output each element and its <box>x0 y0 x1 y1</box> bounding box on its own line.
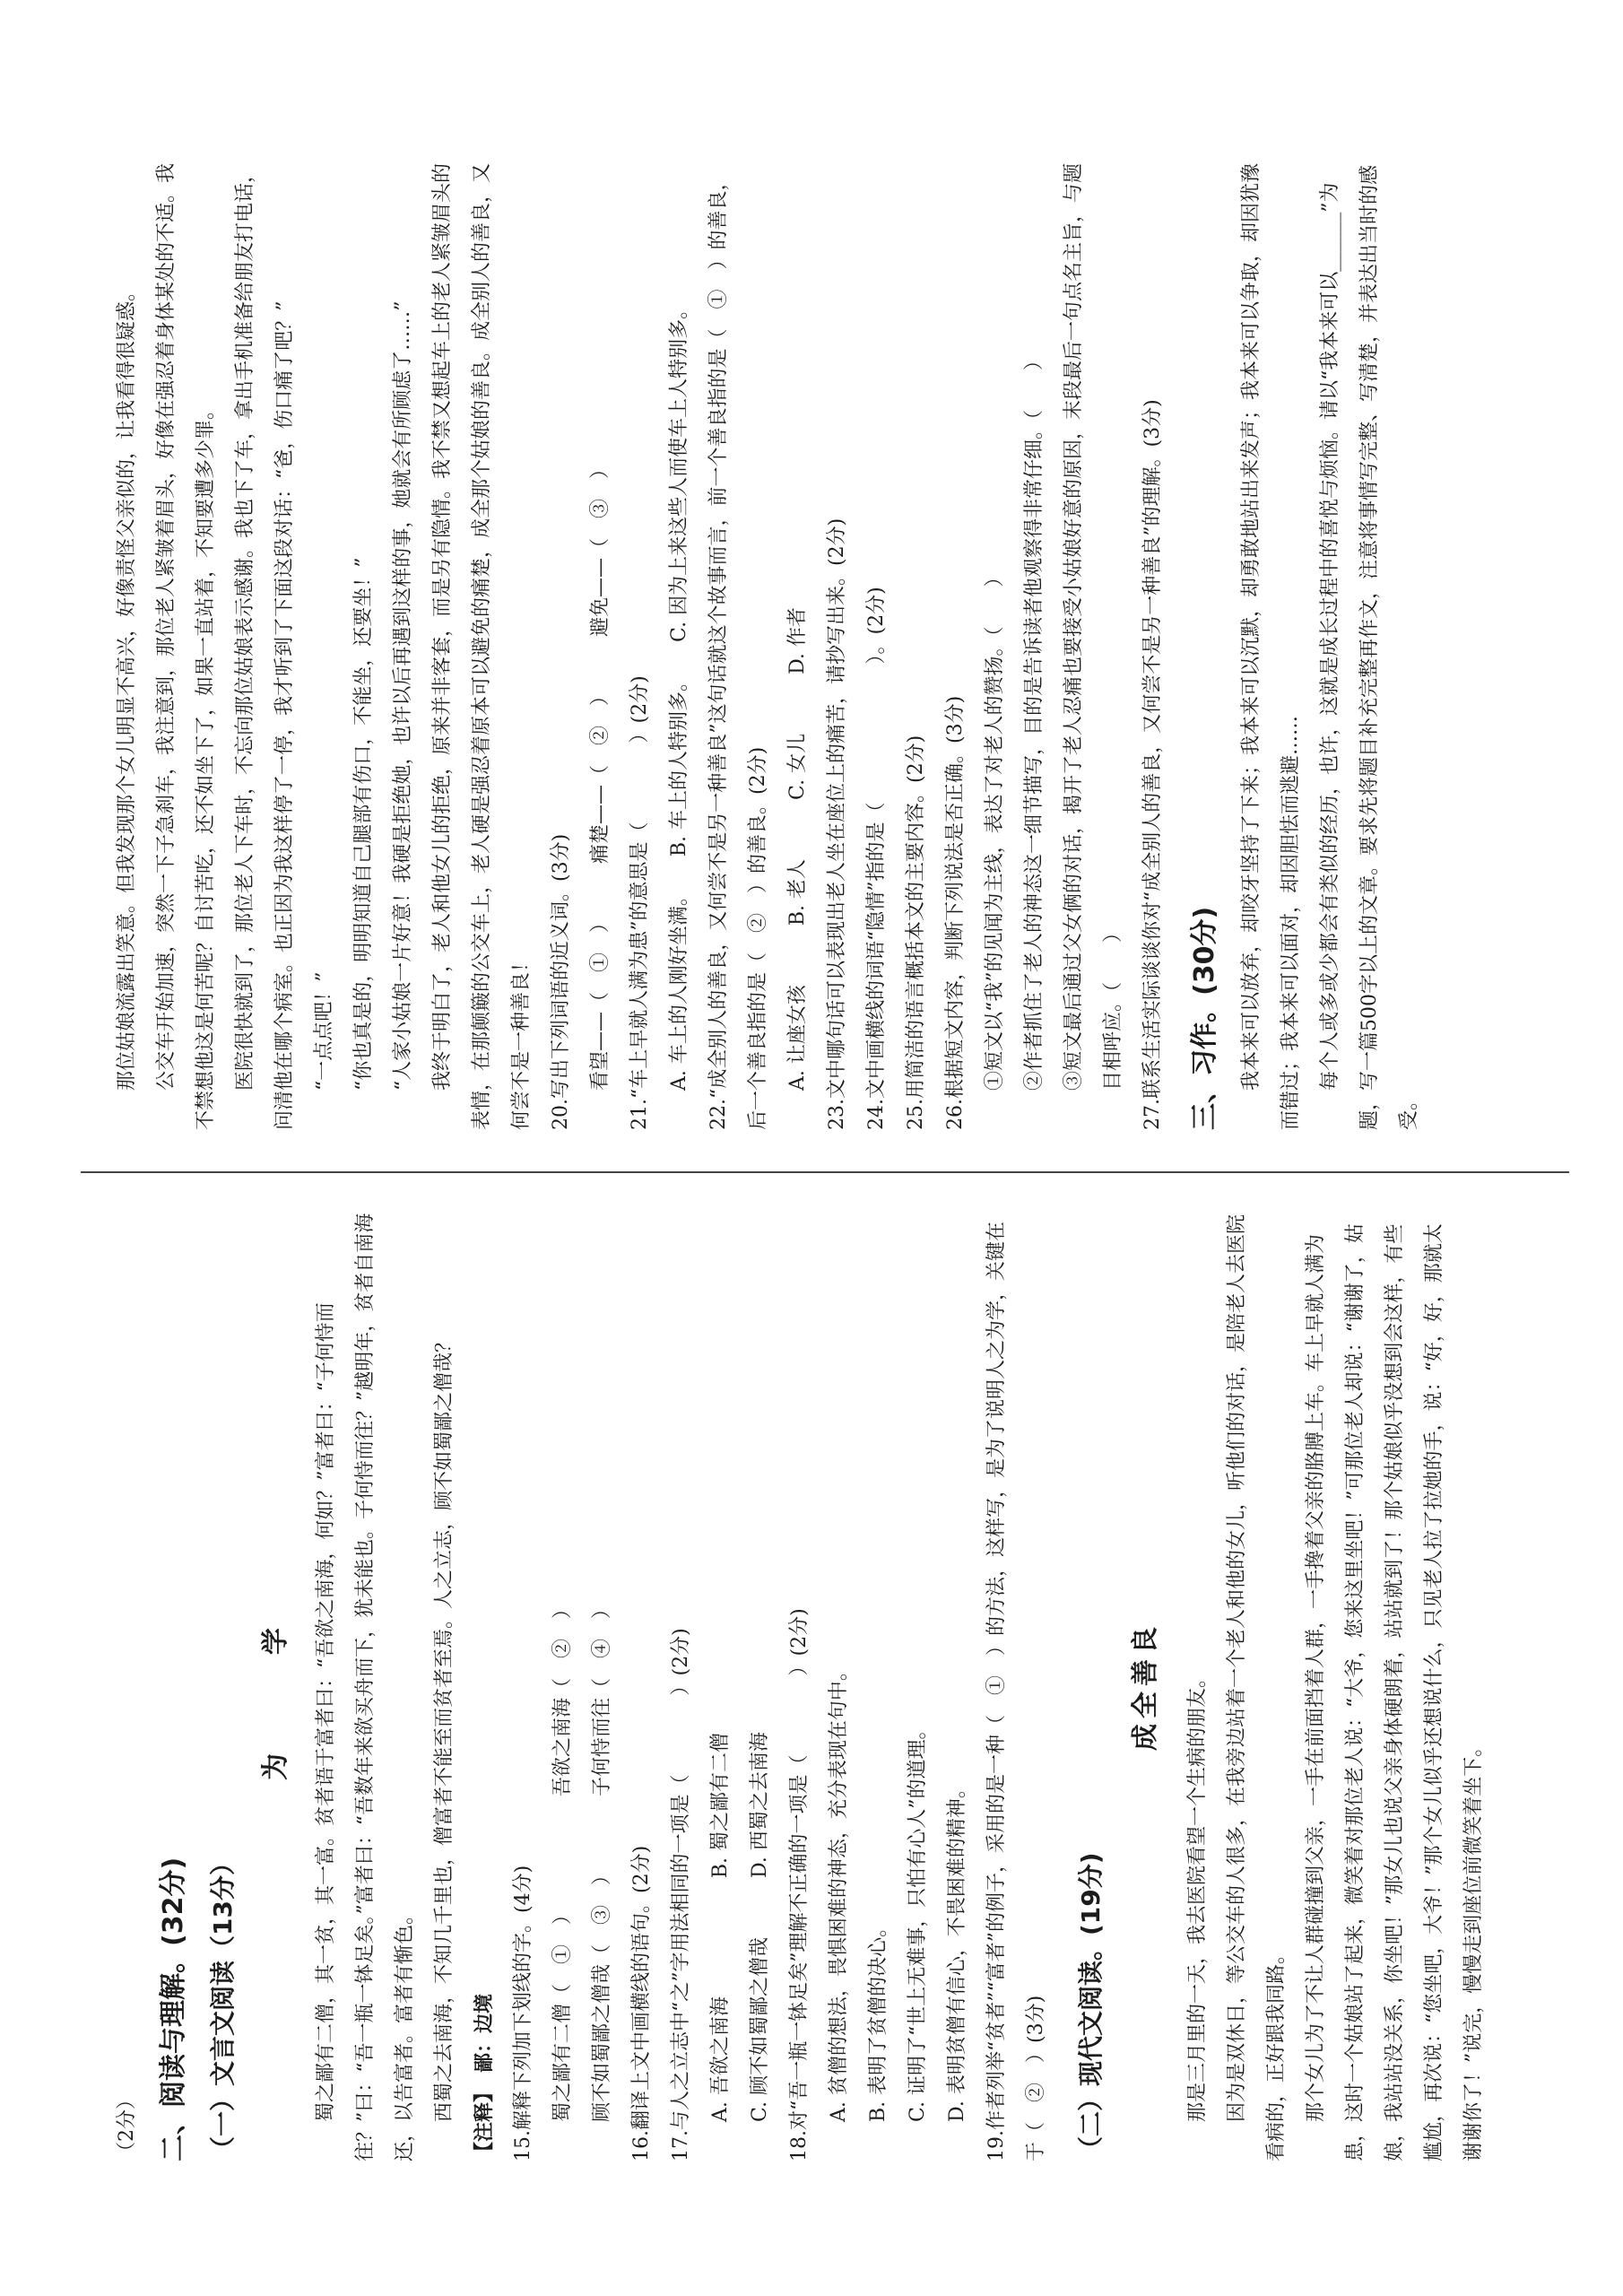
story-dialogue: “人家小姑娘一片好意！我硬是拒绝她，也许以后再遇到这样的事，她就会有所顾虑了……” <box>392 300 414 1091</box>
question-15-item: 顾不如蜀鄙之僧哉（ ③ ） 子何恃而往（ ④ ） <box>591 1598 613 2122</box>
question-18-option: B. 表明了贫僧的决心。 <box>867 1917 890 2122</box>
part2-title: （二）现代文阅读。(19分) <box>1076 1852 1106 2161</box>
section3-title: 三、习作。(30分) <box>1189 906 1220 1130</box>
question-26-item: ③短文最后通过父女俩的对话，揭开了老人忍痛也要接受小姑娘好意的原因，末段最后一句点名主旨，与题目相呼应。（ ） <box>1063 162 1124 1091</box>
essay-prompt: 每个人或多或少都会有类似的经历，也许，这就是成长过程中的喜悦与烦恼。请以“我本来可以______”为题，写一篇500字以上的文章。要求先将题目补充完整再作文，注意将事情写完整、写清楚，并表达出当时的感受。 <box>1319 165 1420 1130</box>
question-22-options: A. 让座女孩 B. 老人 C. 女儿 D. 作者 <box>786 607 809 1091</box>
question-17-options: C. 顾不如蜀鄙之僧哉 D. 西蜀之去南海 <box>749 1732 771 2122</box>
story-dialogue: “一点点吧！” <box>313 971 335 1091</box>
prev-score: （2分） <box>116 2090 138 2161</box>
question-27: 27.联系生活实际谈谈你对“成全别人的善良，又何尝不是另一种善良”的理解。(3分) <box>1141 399 1164 1130</box>
story-dialogue: “你也真是的，明明知道自己腿部有伤口，不能坐，还要坐！” <box>352 557 375 1091</box>
question-26: 26.根据短文内容，判断下列说法是否正确。(3分) <box>944 695 967 1130</box>
left-column <box>108 1211 1542 2161</box>
question-22: 22.“成全别人的善良，又何尝不是另一种善良”这句话就这个故事而言，前一个善良指的是（ ① ）的善良，后一个善良指的是（ ② ）的善良。(2分) <box>707 170 769 1130</box>
question-17: 17.与人之立志中“之”字用法相同的一项是（ ）(2分) <box>670 1628 692 2161</box>
question-21-options: A. 车上的人刚好坐满。 B. 车上的人特别多。 C. 因为上来这些人而使车上人特别多。 <box>668 299 690 1091</box>
question-18-option: A. 贫僧的想法，畏惧困难的神态，充分表现在句中。 <box>828 1661 850 2122</box>
classical-paragraph: 蜀之鄙有二僧，其一贫，其一富。贫者语于富者曰：“吾欲之南海，何如？”富者曰：“子何恃而往？”曰：“吾一瓶一钵足矣。”富者曰：“吾数年来欲买舟而下，犹未能也。子何恃而往？”越明年，贫者自南海还，以告富者。富者有惭色。 <box>315 1213 416 2161</box>
story-paragraph: 公交车开始加速，突然一下子急刹车，我注意到，那位老人紧皱着眉头，好像在强忍着身体某处的不适。我不禁想他这是何苦呢？自讨苦吃，还不如坐下了，如果一直站着，不知要遭多少罪。 <box>155 162 217 1130</box>
question-15-item: 蜀之鄙有二僧（ ① ） 吾欲之南海（ ② ） <box>551 1598 574 2122</box>
annotation: 【注释】 鄙：边境 <box>473 1993 496 2161</box>
modern-title: 成全善良 <box>1130 1622 1161 1751</box>
modern-paragraph: 因为是双休日，等公交车的人很多，在我旁边站着一个老人和他的女儿，听他们的对话，是陪老人去医院看病的，正好跟我同路。 <box>1226 1213 1288 2161</box>
question-19: 19.作者列举“贫者”“富者”的例子，采用的是一种（ ① ）的方法，这样写，是为了说明人之为学，关键在于（ ② ）(3分) <box>985 1222 1047 2161</box>
question-24: 24.文中画横线的词语“隐情”指的是（ ）。(2分) <box>865 587 888 1130</box>
question-17-options: A. 吾欲之南海 B. 蜀之鄙有二僧 <box>709 1732 732 2122</box>
question-18: 18.对“吾一瓶一钵足矣”理解不正确的一项是（ ）(2分) <box>788 1608 811 2161</box>
part1-title: （一）文言文阅读（13分） <box>208 1850 238 2161</box>
question-18-option: D. 表明贫僧有信心，不畏困难的精神。 <box>946 1779 968 2122</box>
classical-paragraph: 西蜀之去南海，不知几千里也，僧富者不能至而贫者至焉。人之立志，顾不如蜀鄙之僧哉？ <box>433 1332 456 2122</box>
classical-title: 为 学 <box>260 1592 291 1780</box>
story-paragraph: 医院很快就到了，那位老人下车时，不忘向那位姑娘表示感谢。我也下了车，拿出手机准备给朋友打电话，问清他在哪个病室。也正因为我这样停了一停，我才听到了下面这段对话：“爸，伤口痛了吧？” <box>234 162 296 1130</box>
question-26-item: ①短文以“我”的见闻为主线，表达了对老人的赞扬。（ ） <box>984 567 1006 1091</box>
question-25: 25.用简洁的语言概括本文的主要内容。(2分) <box>905 735 927 1130</box>
modern-paragraph: 那是三月里的一天，我去医院看望一个生病的朋友。 <box>1186 1667 1209 2122</box>
modern-paragraph: 那个女儿为了不让人群碰撞到父亲，一手在前面挡着人群，一手搀着父亲的胳膊上车。车上早就人满为患，这时一个姑娘站了起来，微笑着对那位老人说：“大爷，您来这里坐吧！”可那位老人却说：“谢谢了，姑娘，我站站没关系，你坐吧！”那女儿也说父亲身体硬朗着，站站就到了！那个姑娘似乎没想到会这样，有些尴尬，再次说：“您坐吧，大爷！”那个女儿似乎还想说什么，只见老人拉了拉她的手，说：“好，好，那就太谢谢你了！”说完，慢慢走到座位前微笑着坐下。 <box>1305 1223 1485 2161</box>
story-paragraph: 我终于明白了，老人和他女儿的拒绝，原来并非客套，而是另有隐情。我不禁又想起车上的老人紧皱眉头的表情，在那颠簸的公交车上，老人硬是强忍着原本可以避免的痛楚，成全那个姑娘的善良。成全别人的善良，又何尝不是一种善良！ <box>431 162 533 1130</box>
question-20: 20.写出下列词语的近义词。(3分) <box>550 833 572 1130</box>
question-20-items: 看望——（ ① ） 痛楚——（ ② ） 避免——（ ③ ） <box>589 458 612 1091</box>
question-18-option: C. 证明了“世上无难事，只怕有心人”的道理。 <box>907 1719 929 2122</box>
question-23: 23.文中哪句话可以表现出老人坐在座位上的痛苦，请抄写出来。(2分) <box>826 517 848 1130</box>
question-16: 16.翻译上文中画横线的语句。(2分) <box>630 1845 653 2161</box>
right-column <box>108 161 1542 1130</box>
essay-prompt: 我本来可以放弃，却咬牙坚持了下来；我本来可以沉默，却勇敢地站出来发声；我本来可以争取，却因犹豫而错过；我本来可以面对，却因胆怯而逃避…… <box>1240 162 1302 1130</box>
fold-line <box>81 1171 1569 1173</box>
question-21: 21.“车上早就人满为患”的意思是（ ）(2分) <box>629 675 651 1130</box>
question-15: 15.解释下列加下划线的字。(4分) <box>512 1865 534 2161</box>
question-26-item: ②作者抓住了老人的神态这一细节描写，目的是告诉读者他观察得非常仔细。（ ） <box>1023 350 1046 1091</box>
section2-title: 二、阅读与理解。(32分) <box>158 1857 189 2161</box>
story-paragraph: 那位姑娘流露出笑意。但我发现那个女儿明显不高兴，好像责怪父亲似的，让我看得很疑惑。 <box>116 281 138 1091</box>
